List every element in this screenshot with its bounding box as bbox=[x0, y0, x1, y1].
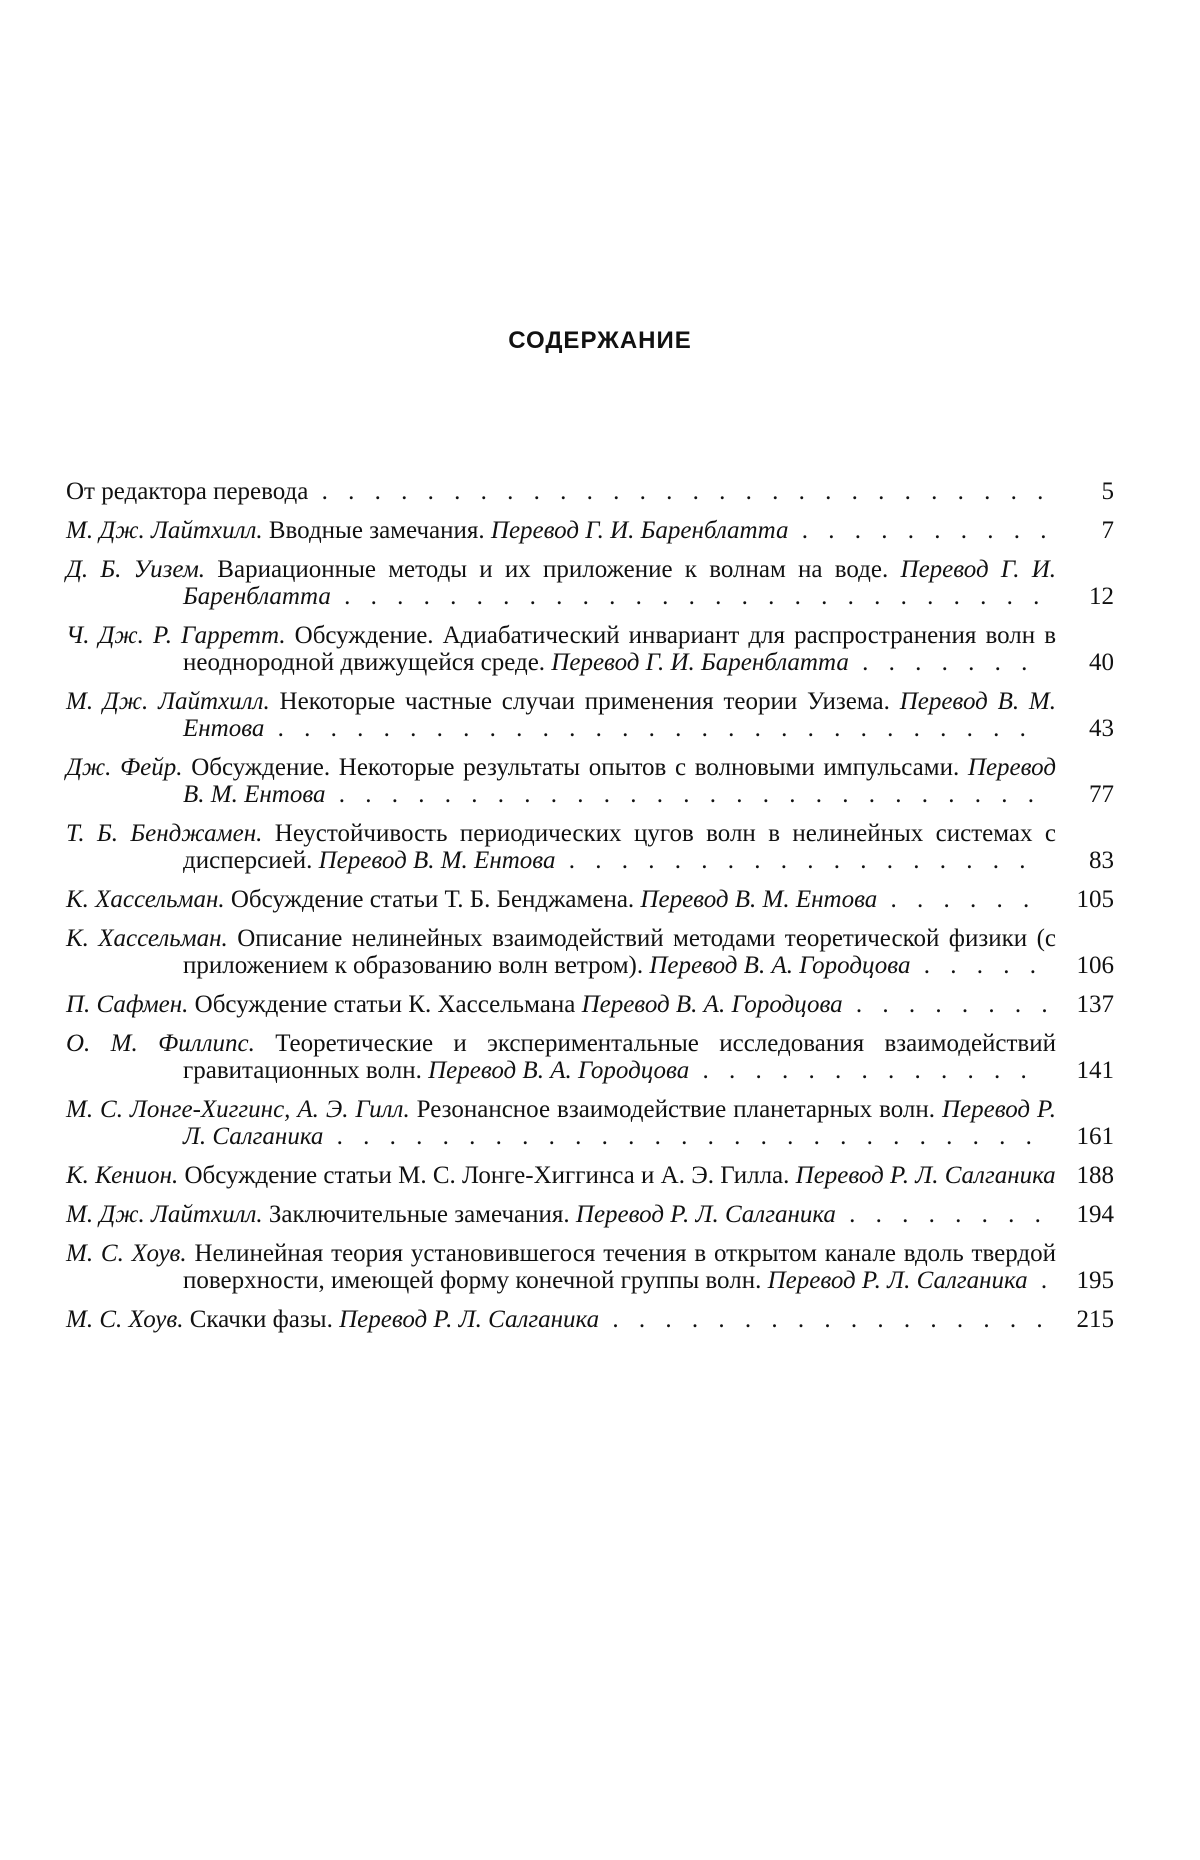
entry-page-number: 12 bbox=[1089, 583, 1114, 610]
toc-entry bbox=[66, 517, 1114, 544]
entry-title: Резонансное взаимодействие планетарных волн. bbox=[409, 1096, 942, 1123]
toc-entry bbox=[66, 1162, 1114, 1189]
toc-entry-text bbox=[66, 886, 1056, 913]
entry-translator: Перевод Р. Л. Салганика bbox=[575, 1201, 836, 1228]
entry-author: М. С. Хоув. bbox=[66, 1240, 187, 1267]
entry-page-number: 40 bbox=[1089, 649, 1114, 676]
dot-leaders: . . . . . . . . . . . . . . . . . . . . . . . . . . . . bbox=[308, 478, 1051, 505]
toc-entry bbox=[66, 1096, 1114, 1150]
toc-entry bbox=[66, 820, 1114, 874]
entry-title: Описание нелинейных взаимодействий методами теоретической физики (с приложением к образованию волн ветром). bbox=[183, 925, 1056, 979]
entry-title: Нелинейная теория установившегося течения в открытом канале вдоль твердой поверхности, имеющей форму конечной группы волн. bbox=[183, 1240, 1056, 1294]
entry-title: Вводные замечания. bbox=[262, 517, 491, 544]
toc-entry bbox=[66, 1240, 1114, 1294]
toc-entry-text bbox=[66, 622, 1056, 676]
dot-leaders: . . . . . . . . bbox=[842, 991, 1055, 1018]
toc-entry-text bbox=[66, 1240, 1056, 1294]
entry-title: Обсуждение статьи М. С. Лонге-Хиггинса и А. Э. Гилла. bbox=[178, 1162, 796, 1189]
dot-leaders: . . . . . . . . . . . . . . . . . . bbox=[555, 847, 1033, 874]
entry-page-number: 161 bbox=[1076, 1123, 1114, 1150]
entry-author: М. С. Лонге-Хиггинс, А. Э. Гилл. bbox=[66, 1096, 410, 1123]
entry-title: Некоторые частные случаи применения теории Уизема. bbox=[269, 688, 900, 715]
table-of-contents bbox=[66, 478, 1114, 1345]
dot-leaders: . . . . . . . . . . . . . . . . . bbox=[599, 1306, 1050, 1333]
toc-entry bbox=[66, 886, 1114, 913]
entry-page-number: 106 bbox=[1076, 952, 1114, 979]
toc-entry bbox=[66, 556, 1114, 610]
page-title: СОДЕРЖАНИЕ bbox=[508, 327, 692, 354]
entry-author: М. Дж. Лайтхилл. bbox=[66, 517, 263, 544]
entry-title: Заключительные замечания. bbox=[262, 1201, 576, 1228]
toc-entry-text bbox=[66, 1030, 1056, 1084]
entry-page-number: 137 bbox=[1076, 991, 1114, 1018]
entry-translator: Перевод Р. Л. Салганика bbox=[183, 1096, 1057, 1150]
dot-leaders: . . . . . . . . bbox=[835, 1201, 1048, 1228]
dot-leaders: . . . . . . bbox=[877, 886, 1037, 913]
entry-author: К. Хассельман. bbox=[66, 925, 228, 952]
entry-page-number: 83 bbox=[1089, 847, 1114, 874]
entry-author: К. Хассельман. bbox=[66, 886, 225, 913]
entry-page-number: 105 bbox=[1076, 886, 1114, 913]
entry-page-number: 5 bbox=[1101, 478, 1114, 505]
toc-entry-text bbox=[66, 517, 1056, 544]
entry-author: М. С. Хоув. bbox=[66, 1306, 184, 1333]
toc-entry-text bbox=[66, 688, 1056, 742]
entry-translator: Перевод Г. И. Баренблатта bbox=[551, 649, 849, 676]
entry-page-number: 188 bbox=[1076, 1162, 1114, 1189]
dot-leaders: . . . . . . . . . . . . . bbox=[689, 1057, 1034, 1084]
toc-entry-text bbox=[66, 1201, 1056, 1228]
toc-entry-text bbox=[66, 1306, 1056, 1333]
entry-page-number: 7 bbox=[1101, 517, 1114, 544]
toc-entry bbox=[66, 688, 1114, 742]
entry-translator: Перевод В. М. Ентова bbox=[183, 754, 1056, 808]
entry-title: Вариационные методы и их приложение к волнам на воде. bbox=[205, 556, 901, 583]
entry-author: Д. Б. Уизем. bbox=[66, 556, 206, 583]
entry-translator: Перевод Г. И. Баренблатта bbox=[490, 517, 789, 544]
dot-leaders: . . . . . . . . . . . . . . . . . . . . . . . . . . . bbox=[330, 583, 1047, 610]
toc-entry bbox=[66, 622, 1114, 676]
entry-translator: Перевод В. М. Ентова bbox=[640, 886, 878, 913]
toc-entry-text bbox=[66, 1162, 1056, 1189]
entry-title: Неустойчивость периодических цугов волн в нелинейных системах с дисперсией. bbox=[183, 820, 1056, 874]
entry-author: О. М. Филлипс. bbox=[66, 1030, 255, 1057]
toc-entry-text bbox=[66, 1096, 1056, 1150]
entry-author: М. Дж. Лайтхилл. bbox=[66, 1201, 263, 1228]
entry-title: От редактора перевода bbox=[66, 478, 309, 505]
toc-entry bbox=[66, 925, 1114, 979]
entry-title: Обсуждение статьи К. Хассельмана bbox=[188, 991, 582, 1018]
toc-entry-text bbox=[66, 478, 1056, 505]
dot-leaders: . . . . . . . . . . bbox=[788, 517, 1054, 544]
entry-translator: Перевод В. А. Городцова bbox=[428, 1057, 690, 1084]
toc-entry bbox=[66, 1030, 1114, 1084]
entry-page-number: 77 bbox=[1089, 781, 1114, 808]
toc-entry bbox=[66, 754, 1114, 808]
dot-leaders: . bbox=[1027, 1267, 1055, 1294]
entry-author: К. Кенион. bbox=[66, 1162, 179, 1189]
entry-author: Дж. Фейр. bbox=[66, 754, 183, 781]
entry-translator: Перевод Р. Л. Салганика bbox=[339, 1306, 600, 1333]
entry-translator: Перевод Г. И. Баренблатта bbox=[183, 556, 1057, 610]
entry-translator: Перевод В. М. Ентова bbox=[318, 847, 556, 874]
entry-title: Скачки фазы. bbox=[183, 1306, 340, 1333]
dot-leaders: . . . . . bbox=[910, 952, 1043, 979]
entry-translator: Перевод В. А. Городцова bbox=[581, 991, 843, 1018]
toc-entry-text bbox=[66, 820, 1056, 874]
entry-page-number: 195 bbox=[1076, 1267, 1114, 1294]
entry-author: Т. Б. Бенджамен. bbox=[66, 820, 263, 847]
toc-entry-text bbox=[66, 556, 1056, 610]
entry-title: Обсуждение. Адиабатический инвариант для распространения волн в неоднородной движущейся среде. bbox=[183, 622, 1056, 676]
entry-author: М. Дж. Лайтхилл. bbox=[66, 688, 270, 715]
entry-title: Теоретические и экспериментальные исследования взаимодействий гравитационных волн. bbox=[183, 1030, 1056, 1084]
dot-leaders: . . . . . . . . . . . . . . . . . . . . . . . . . . . . . bbox=[264, 715, 1033, 742]
entry-page-number: 215 bbox=[1076, 1306, 1114, 1333]
entry-title: Обсуждение статьи Т. Б. Бенджамена. bbox=[224, 886, 641, 913]
entry-author: П. Сафмен. bbox=[66, 991, 189, 1018]
entry-page-number: 141 bbox=[1076, 1057, 1114, 1084]
entry-page-number: 194 bbox=[1076, 1201, 1114, 1228]
toc-entry bbox=[66, 1306, 1114, 1333]
dot-leaders: . . . . . . . . . . . . . . . . . . . . . . . . . . . bbox=[323, 1123, 1039, 1150]
entry-title: Обсуждение. Некоторые результаты опытов с волновыми импульсами. bbox=[182, 754, 968, 781]
entry-author: Ч. Дж. Р. Гарретт. bbox=[66, 622, 286, 649]
toc-entry-text bbox=[66, 754, 1056, 808]
dot-leaders: . . . . . . . bbox=[848, 649, 1035, 676]
dot-leaders: . . . . . . . . . . . . . . . . . . . . . . . . . . . bbox=[325, 781, 1042, 808]
toc-entry bbox=[66, 991, 1114, 1018]
entry-translator: Перевод Р. Л. Салганика bbox=[795, 1162, 1056, 1189]
toc-entry bbox=[66, 1201, 1114, 1228]
toc-entry-text bbox=[66, 925, 1056, 979]
entry-translator: Перевод Р. Л. Салганика bbox=[767, 1267, 1028, 1294]
entry-translator: Перевод В. М. Ентова bbox=[183, 688, 1056, 742]
entry-translator: Перевод В. А. Городцова bbox=[649, 952, 911, 979]
toc-entry-text bbox=[66, 991, 1056, 1018]
entry-page-number: 43 bbox=[1089, 715, 1114, 742]
toc-entry bbox=[66, 478, 1114, 505]
